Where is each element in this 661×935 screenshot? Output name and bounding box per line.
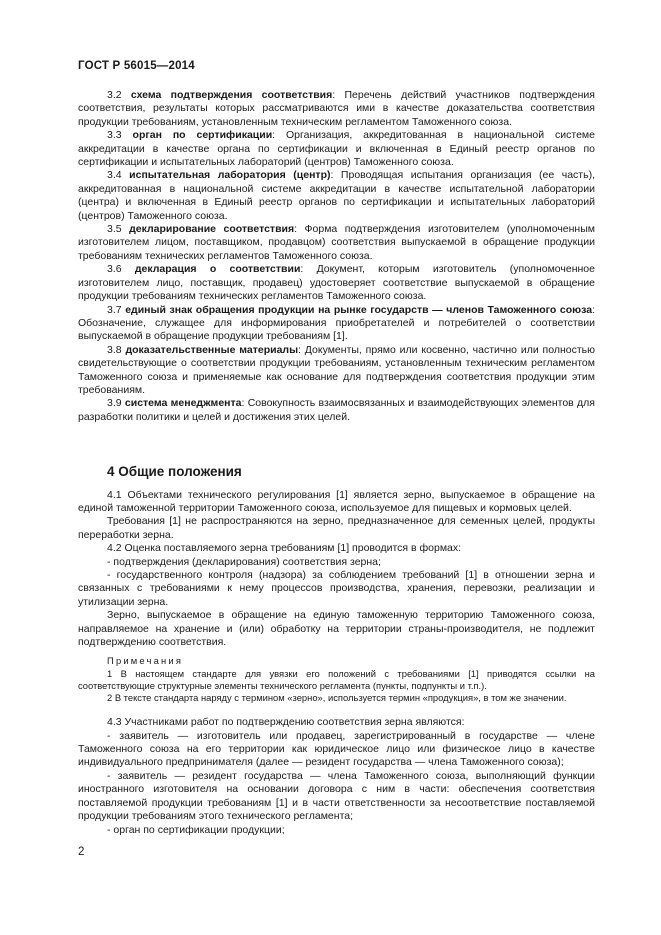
note-2: 2 В тексте стандарта наряду с термином «зерно», используется термин «продукция», в том же значении. bbox=[107, 692, 567, 704]
definitions-list bbox=[78, 89, 595, 424]
paragraph-4-3: 4.3 Участниками работ по подтверждению соответствия зерна являются: bbox=[107, 716, 465, 729]
definition-3-4 bbox=[78, 169, 595, 223]
definition-term: единый знак обращения продукции на рынке государств — членов Таможенного союза bbox=[125, 303, 593, 316]
list-item-state-control: - государственного контроля (надзора) за соблюдением требований [1] в отношении зерна и связанных с требованиями к нему процессов производства, хранения, перевозки, реализации и утилизации зерна. bbox=[78, 569, 595, 608]
definition-3-3 bbox=[78, 129, 595, 169]
definition-3-7 bbox=[78, 304, 595, 344]
definition-number: 3.8 bbox=[107, 343, 122, 356]
definition-text: : Форма подтверждения изготовителем (уполномоченным изготовителем лицом, поставщиком, продавцом) соответствия выпускаемой в обращение продукции требованиям технических регламентов Таможенного союза. bbox=[78, 223, 595, 262]
list-item-declaration: - подтверждения (декларирования) соответствия зерна; bbox=[107, 555, 381, 568]
definition-term: схема подтверждения соответствия bbox=[130, 89, 333, 101]
section-spacer bbox=[78, 424, 595, 465]
page-content bbox=[78, 89, 595, 837]
definition-term: испытательная лаборатория (центр) bbox=[129, 169, 331, 182]
definition-number: 3.4 bbox=[107, 169, 122, 182]
definition-number: 3.5 bbox=[107, 223, 122, 236]
definition-3-6 bbox=[78, 263, 595, 303]
definition-text: : Документ, которым изготовитель (уполномоченное изготовителем лицо, поставщик, продавец) удостоверяет соответствие выпускаемой в обращение продукции требованиям технических регламентов Таможенного союза. bbox=[78, 263, 595, 303]
page-number: 2 bbox=[78, 846, 85, 858]
document-header: ГОСТ Р 56015—2014 bbox=[78, 60, 195, 72]
definition-3-9 bbox=[78, 397, 595, 424]
definition-number: 3.7 bbox=[107, 303, 122, 316]
list-item-certification-body: - орган по сертификации продукции; bbox=[107, 823, 285, 836]
definition-3-8 bbox=[78, 344, 595, 398]
definition-text: : Совокупность взаимосвязанных и взаимодействующих элементов для разработки политики и целей и достижения этих целей. bbox=[78, 397, 595, 423]
note-1: 1 В настоящем стандарте для увязки его положений с требованиями [1] приводятся ссылки на соответствующие структурные элементы технического регламента (пункты, подпункты и т.п.). bbox=[78, 667, 595, 691]
definition-number: 3.6 bbox=[107, 263, 122, 276]
definition-3-2 bbox=[78, 89, 595, 129]
paragraph-4-2: 4.2 Оценка поставляемого зерна требованиям [1] проводится в формах: bbox=[107, 542, 462, 555]
definition-term: орган по сертификации bbox=[132, 129, 273, 142]
definition-term: система менеджмента bbox=[124, 397, 242, 410]
list-item-applicant-foreign: - заявитель — резидент государства — члена Таможенного союза, выполняющий функции иностранного изготовителя на основании договора с ним в части: обеспечения соответствия поставляемой продукции требованиям [1] и в части ответственности за несоответствие поставляемой продукции требованиям этого технического регламента; bbox=[78, 769, 595, 823]
list-item-applicant-resident: - заявитель — изготовитель или продавец, зарегистрированный в государстве — члене Таможенного союза на его территории как юридическое лицо или физическое лицо в качестве индивидуального предпринимателя (далее — резидент государства — члена Таможенного союза); bbox=[78, 729, 595, 769]
definition-number: 3.9 bbox=[107, 397, 122, 410]
definition-text: : Обозначение, служащее для информирования приобретателей и потребителей о соответствии выпускаемой в обращение продукции требованиям [1]. bbox=[78, 303, 595, 343]
paragraph-4-1: 4.1 Объектами технического регулирования [1] является зерно, выпускаемое в обращение на единой таможенной территории Таможенного союза, используемое для пищевых и кормовых целей. bbox=[78, 488, 595, 514]
notes-title: Примечания bbox=[107, 655, 184, 667]
paragraph-4-2-exemption: Зерно, выпускаемое в обращение на единую таможенную территорию Таможенного союза, направляемое на хранение и (или) обработку на территории страны-производителя, не подлежит подтверждению соответствия. bbox=[78, 609, 595, 649]
definition-text: : Проводящая испытания организация (ее часть), аккредитованная в национальной системе аккредитации в качестве испытательной лаборатории (центра) и включенная в Единый реестр органов по сертификации и испытательных лабораторий (центров) Таможенного союза. bbox=[78, 169, 595, 222]
definition-3-5 bbox=[78, 223, 595, 263]
definition-term: декларирование соответствия bbox=[129, 223, 295, 236]
definition-term: доказательственные материалы bbox=[125, 343, 299, 356]
definition-number: 3.3 bbox=[107, 129, 122, 142]
definition-term: декларация о соответствии bbox=[134, 263, 301, 276]
definition-text: : Перечень действий участников подтверждения соответствия, результаты которых рассматриваются ими в качестве доказательства соответствия продукции требованиям, установленным техническим регламентом Таможенного союза. bbox=[78, 89, 595, 128]
definition-text: : Организация, аккредитованная в национальной системе аккредитации в качестве органа по сертификации и включенная в Единый реестр органов по сертификации и испытательных лабораторий (центров) Таможенного союза. bbox=[78, 129, 595, 169]
section-4-heading: 4 Общие положения bbox=[107, 464, 242, 480]
paragraph-4-1-exclusion: Требования [1] не распространяются на зерно, предназначенное для семенных целей, продукты переработки зерна. bbox=[78, 515, 595, 541]
definition-text: : Документы, прямо или косвенно, частично или полностью свидетельствующие о соответствии продукции требованиям, установленным техническим регламентом Таможенного союза и применяемые как основание для подтверждения соответствия продукции этим требованиям. bbox=[78, 343, 595, 396]
definition-number: 3.2 bbox=[107, 89, 122, 101]
